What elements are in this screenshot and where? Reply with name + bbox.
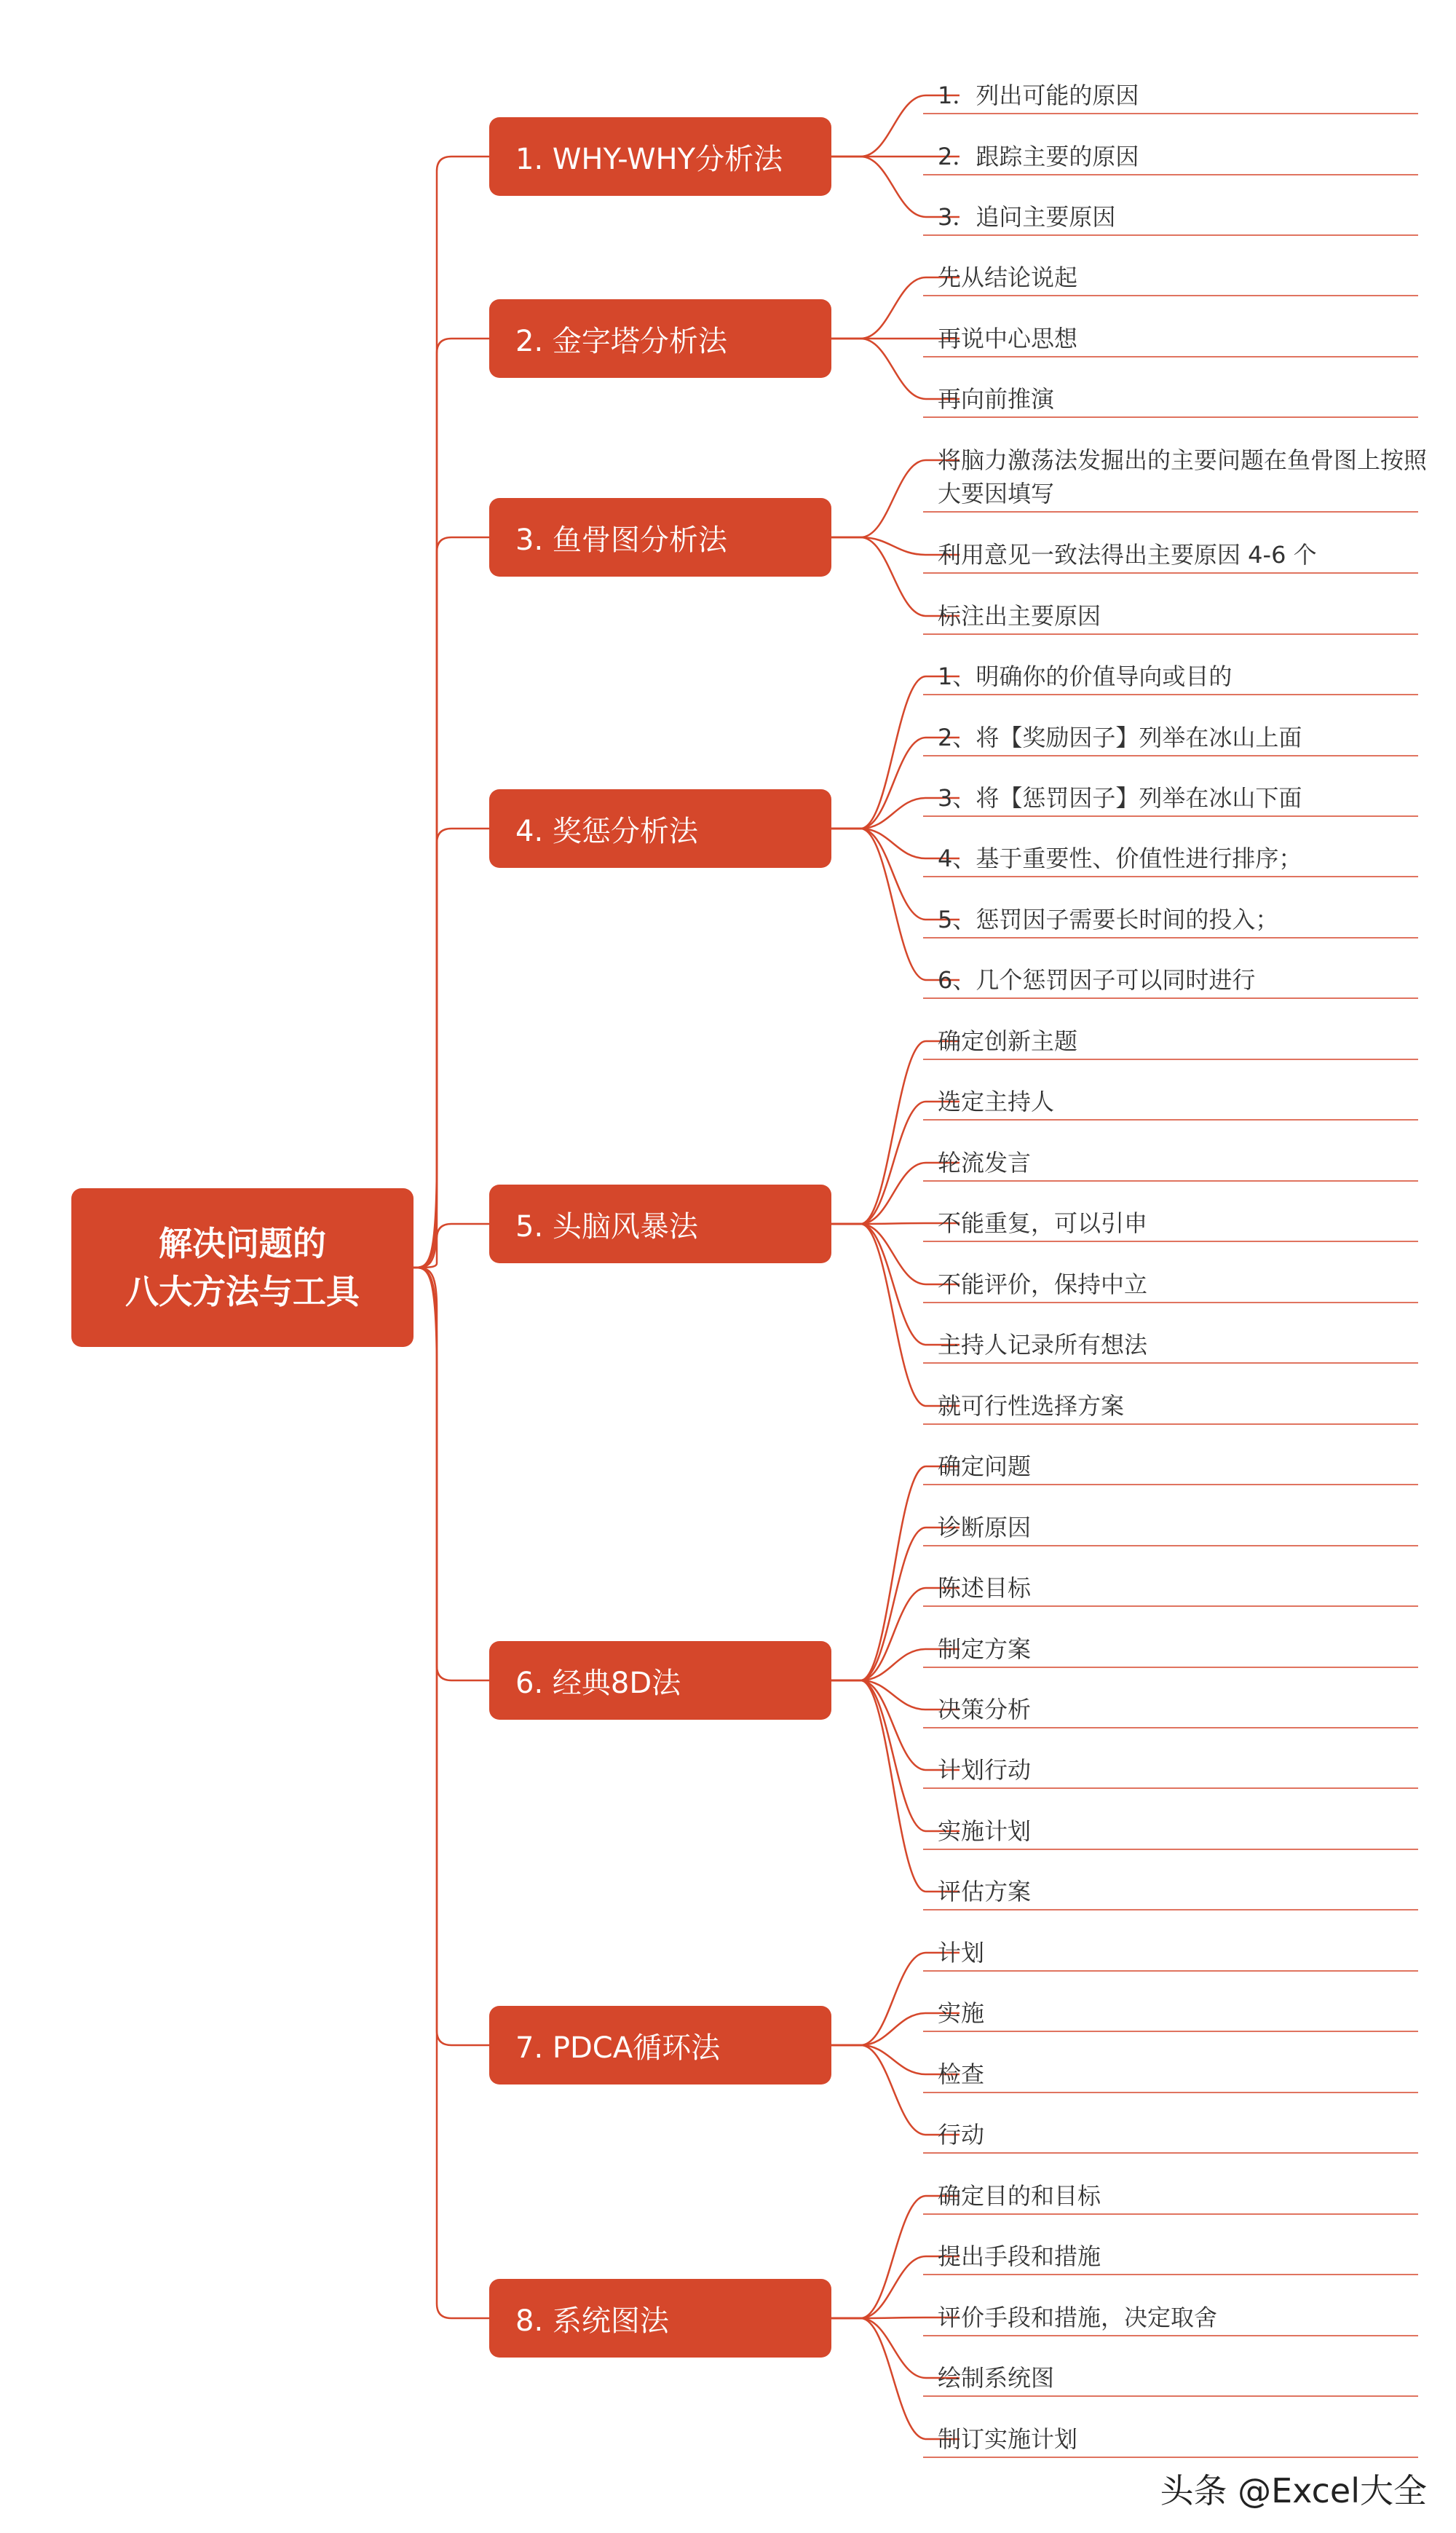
branch-8d[interactable]: 6. 经典8D法 — [489, 1641, 831, 1720]
leaf-brainstorm-2[interactable]: 选定主持人 — [938, 1088, 1055, 1115]
leaf-system-2[interactable]: 提出手段和措施 — [938, 2242, 1101, 2270]
leaf-pdca-1[interactable]: 计划 — [938, 1939, 985, 1967]
branch-fishbone[interactable]: 3. 鱼骨图分析法 — [489, 498, 831, 577]
leaf-brainstorm-1[interactable]: 确定创新主题 — [938, 1027, 1078, 1055]
leaf-why-why-3[interactable]: 3．追问主要原因 — [938, 203, 1116, 231]
branch-brainstorm[interactable]: 5. 头脑风暴法 — [489, 1185, 831, 1263]
root-title-line-1: 解决问题的 — [159, 1224, 326, 1263]
branch-leaf-connector — [831, 1041, 960, 1224]
leaf-pyramid-1[interactable]: 先从结论说起 — [938, 264, 1078, 291]
leaf-why-why-1[interactable]: 1．列出可能的原因 — [938, 82, 1139, 109]
leaf-brainstorm-5[interactable]: 不能评价，保持中立 — [938, 1271, 1148, 1298]
leaf-pyramid-2[interactable]: 再说中心思想 — [938, 325, 1078, 352]
leaf-pyramid-3[interactable]: 再向前推演 — [938, 385, 1055, 413]
leaf-8d-2[interactable]: 诊断原因 — [938, 1514, 1032, 1541]
root-branch-connector — [414, 537, 489, 1268]
leaf-8d-5[interactable]: 决策分析 — [938, 1696, 1032, 1723]
leaf-pdca-3[interactable]: 检查 — [938, 2060, 985, 2088]
root-branch-connector — [414, 1268, 489, 2318]
leaf-system-4[interactable]: 绘制系统图 — [938, 2364, 1055, 2392]
root-branch-connector — [414, 1268, 489, 2045]
leaf-8d-7[interactable]: 实施计划 — [938, 1817, 1032, 1845]
branch-system-diagram[interactable]: 8. 系统图法 — [489, 2279, 831, 2358]
leaf-pdca-2[interactable]: 实施 — [938, 1999, 985, 2027]
leaf-reward-3[interactable]: 3、将【惩罚因子】列举在冰山下面 — [938, 784, 1302, 812]
leaf-brainstorm-7[interactable]: 就可行性选择方案 — [938, 1392, 1125, 1420]
leaf-why-why-2[interactable]: 2．跟踪主要的原因 — [938, 143, 1139, 170]
leaf-reward-2[interactable]: 2、将【奖励因子】列举在冰山上面 — [938, 724, 1302, 751]
leaf-fishbone-1[interactable]: 将脑力激荡法发掘出的主要问题在鱼骨图上按照大要因填写 — [938, 446, 1428, 507]
leaf-8d-4[interactable]: 制定方案 — [938, 1635, 1032, 1663]
leaf-fishbone-2[interactable]: 利用意见一致法得出主要原因 4-6 个 — [938, 541, 1317, 569]
leaf-8d-6[interactable]: 计划行动 — [938, 1756, 1032, 1784]
branch-leaf-connector — [831, 1224, 960, 1406]
root-branch-connector — [414, 1224, 489, 1268]
branch-pyramid[interactable]: 2. 金字塔分析法 — [489, 299, 831, 378]
leaf-reward-5[interactable]: 5、惩罚因子需要长时间的投入； — [938, 906, 1279, 933]
leaf-system-3[interactable]: 评价手段和措施，决定取舍 — [938, 2304, 1218, 2331]
root-branch-connector — [414, 157, 489, 1268]
leaf-system-5[interactable]: 制订实施计划 — [938, 2425, 1078, 2453]
leaf-brainstorm-4[interactable]: 不能重复，可以引申 — [938, 1209, 1148, 1237]
leaf-brainstorm-3[interactable]: 轮流发言 — [938, 1149, 1032, 1177]
leaf-fishbone-3[interactable]: 标注出主要原因 — [938, 602, 1101, 630]
root-branch-connector — [414, 1268, 489, 1680]
root-title-line-2: 八大方法与工具 — [125, 1272, 360, 1311]
branch-why-why[interactable]: 1. WHY-WHY分析法 — [489, 117, 831, 196]
leaf-8d-8[interactable]: 评估方案 — [938, 1878, 1032, 1905]
branch-pdca[interactable]: 7. PDCA循环法 — [489, 2006, 831, 2085]
leaf-system-1[interactable]: 确定目的和目标 — [938, 2182, 1101, 2210]
leaf-8d-3[interactable]: 陈述目标 — [938, 1574, 1032, 1602]
leaf-reward-1[interactable]: 1、明确你的价值导向或目的 — [938, 663, 1233, 690]
root-branch-connector — [414, 339, 489, 1268]
leaf-brainstorm-6[interactable]: 主持人记录所有想法 — [938, 1331, 1148, 1359]
branch-reward-punishment[interactable]: 4. 奖惩分析法 — [489, 789, 831, 868]
root-branch-connector — [414, 829, 489, 1268]
leaf-reward-6[interactable]: 6、几个惩罚因子可以同时进行 — [938, 966, 1256, 994]
watermark: 头条 @Excel大全 — [1160, 2471, 1427, 2510]
root-topic[interactable] — [71, 1188, 414, 1347]
leaf-reward-4[interactable]: 4、基于重要性、价值性进行排序； — [938, 845, 1302, 872]
leaf-pdca-4[interactable]: 行动 — [938, 2121, 985, 2149]
leaf-8d-1[interactable]: 确定问题 — [938, 1453, 1032, 1480]
